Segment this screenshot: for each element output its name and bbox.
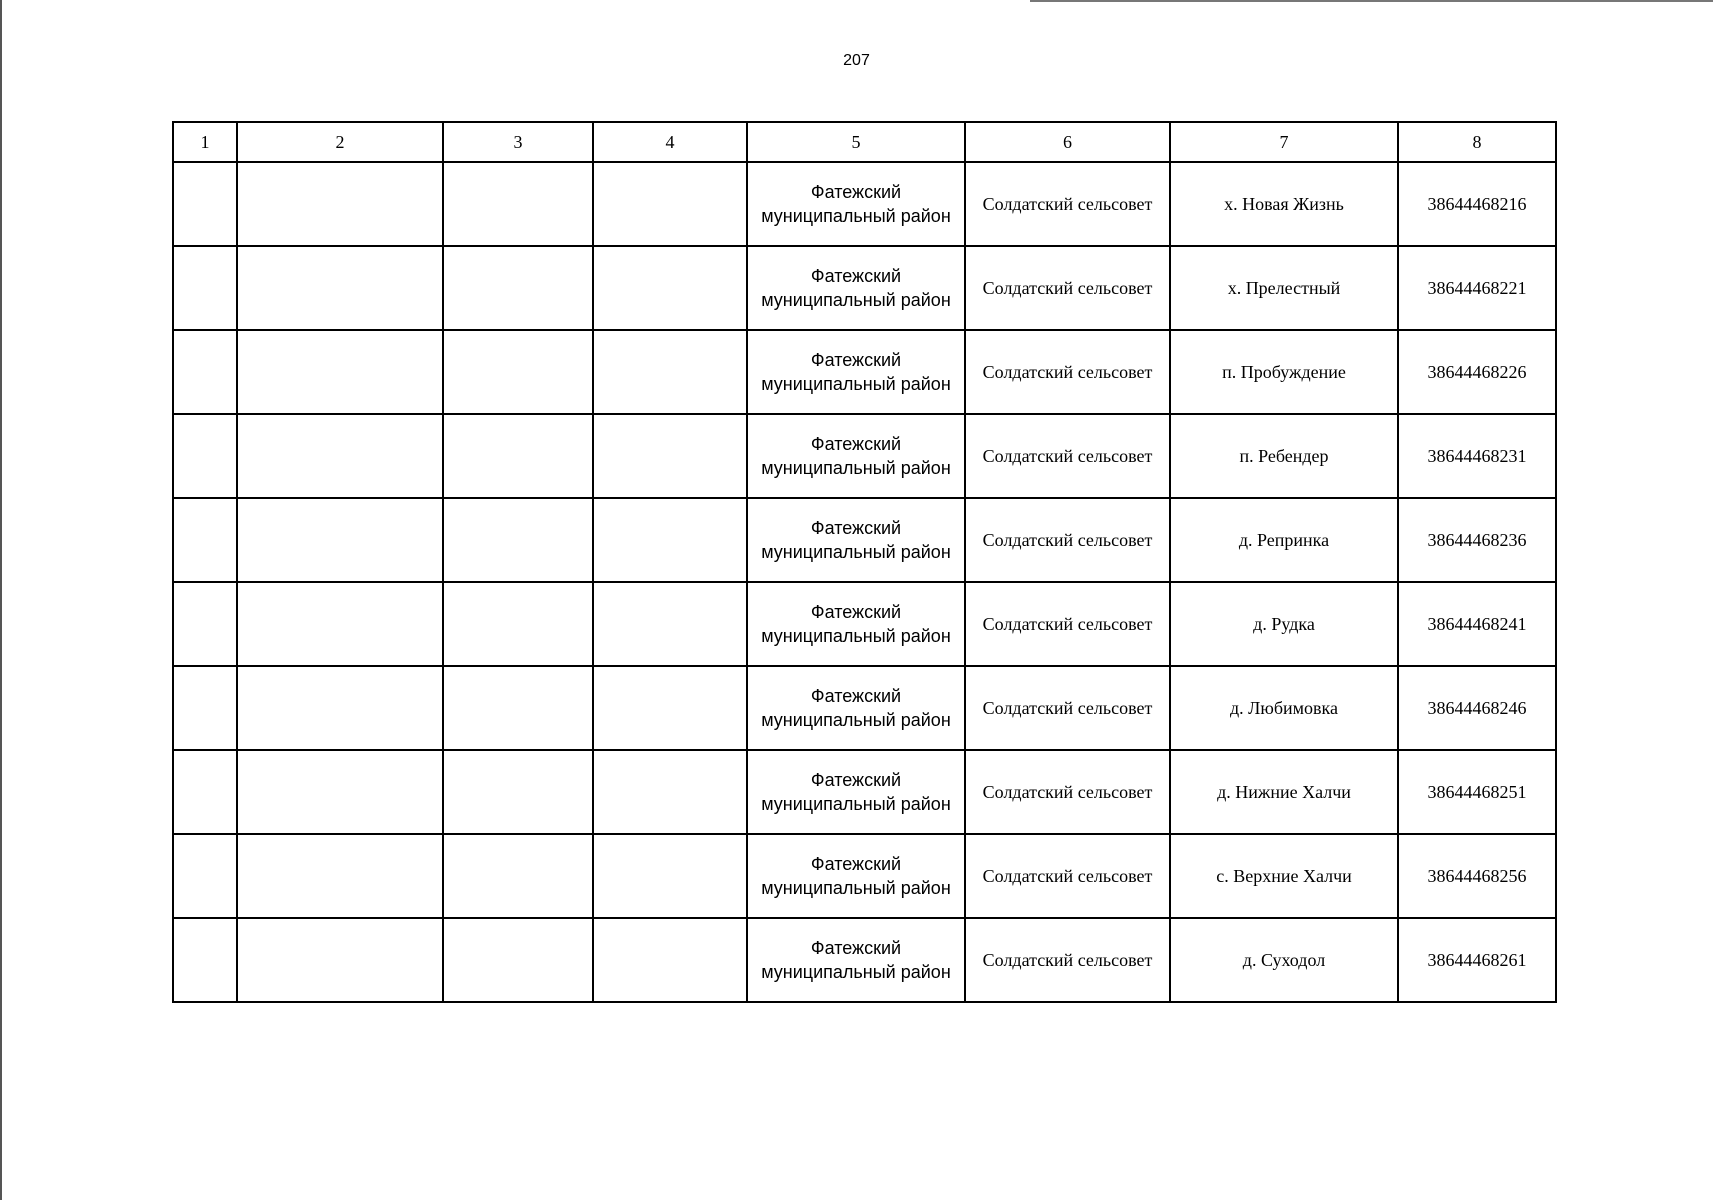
table-cell-c1: [173, 414, 237, 498]
district-type: муниципальный район: [761, 878, 951, 898]
table-cell-c4: [593, 162, 747, 246]
district-cell: [747, 582, 965, 666]
settlements-table: [172, 121, 1557, 1003]
table-row: [173, 750, 1556, 834]
district-type: муниципальный район: [761, 206, 951, 226]
table-cell-c1: [173, 750, 237, 834]
code-cell: 38644468221: [1398, 246, 1556, 330]
table-cell-c3: [443, 498, 593, 582]
district-cell: [747, 750, 965, 834]
table-cell-c4: [593, 582, 747, 666]
table-cell-c2: [237, 918, 443, 1002]
column-header: 3: [443, 122, 593, 162]
district-name: Фатежский: [810, 518, 902, 538]
council-cell: Солдатский сельсовет: [965, 246, 1170, 330]
table-cell-c3: [443, 918, 593, 1002]
column-header: 2: [237, 122, 443, 162]
table-cell-c2: [237, 582, 443, 666]
table-cell-c1: [173, 666, 237, 750]
district-type: муниципальный район: [761, 710, 951, 730]
code-cell: 38644468236: [1398, 498, 1556, 582]
settlement-cell: д. Репринка: [1170, 498, 1398, 582]
district-name: Фатежский: [810, 686, 902, 706]
district-name: Фатежский: [810, 266, 902, 286]
table-cell-c1: [173, 834, 237, 918]
code-cell: 38644468241: [1398, 582, 1556, 666]
table-cell-c2: [237, 162, 443, 246]
district-cell: [747, 162, 965, 246]
column-header: 5: [747, 122, 965, 162]
table-row: [173, 330, 1556, 414]
district-type: муниципальный район: [761, 290, 951, 310]
settlement-cell: х. Прелестный: [1170, 246, 1398, 330]
council-cell: Солдатский сельсовет: [965, 750, 1170, 834]
table-row: [173, 246, 1556, 330]
scan-edge-top: [1030, 0, 1713, 2]
council-cell: Солдатский сельсовет: [965, 498, 1170, 582]
table-row: [173, 918, 1556, 1002]
council-cell: Солдатский сельсовет: [965, 666, 1170, 750]
district-cell: [747, 666, 965, 750]
district-name: Фатежский: [810, 182, 902, 202]
table-row: [173, 666, 1556, 750]
table-row: [173, 414, 1556, 498]
district-cell: [747, 918, 965, 1002]
table-row: [173, 162, 1556, 246]
council-cell: Солдатский сельсовет: [965, 162, 1170, 246]
table-cell-c1: [173, 162, 237, 246]
scan-edge-left: [0, 0, 2, 1200]
table-cell-c4: [593, 918, 747, 1002]
table-cell-c3: [443, 162, 593, 246]
district-type: муниципальный район: [761, 374, 951, 394]
code-cell: 38644468261: [1398, 918, 1556, 1002]
settlement-cell: п. Пробуждение: [1170, 330, 1398, 414]
table-cell-c2: [237, 246, 443, 330]
table-cell-c4: [593, 414, 747, 498]
column-header: 7: [1170, 122, 1398, 162]
table-body: [173, 162, 1556, 1002]
table-cell-c3: [443, 666, 593, 750]
table-row: [173, 834, 1556, 918]
code-cell: 38644468231: [1398, 414, 1556, 498]
district-type: муниципальный район: [761, 794, 951, 814]
district-name: Фатежский: [810, 770, 902, 790]
table-row: [173, 498, 1556, 582]
table-cell-c3: [443, 750, 593, 834]
council-cell: Солдатский сельсовет: [965, 330, 1170, 414]
table-cell-c2: [237, 834, 443, 918]
district-name: Фатежский: [810, 434, 902, 454]
table-cell-c4: [593, 666, 747, 750]
district-cell: [747, 414, 965, 498]
table-cell-c3: [443, 834, 593, 918]
table-cell-c1: [173, 330, 237, 414]
code-cell: 38644468251: [1398, 750, 1556, 834]
district-name: Фатежский: [810, 854, 902, 874]
settlement-cell: х. Новая Жизнь: [1170, 162, 1398, 246]
district-cell: [747, 498, 965, 582]
table-row: [173, 582, 1556, 666]
table-cell-c2: [237, 666, 443, 750]
table-cell-c4: [593, 330, 747, 414]
code-cell: 38644468256: [1398, 834, 1556, 918]
table-cell-c3: [443, 582, 593, 666]
table-cell-c3: [443, 414, 593, 498]
column-header: 8: [1398, 122, 1556, 162]
district-type: муниципальный район: [761, 626, 951, 646]
table-cell-c3: [443, 246, 593, 330]
code-cell: 38644468226: [1398, 330, 1556, 414]
settlement-cell: д. Суходол: [1170, 918, 1398, 1002]
table-header-row: [173, 122, 1556, 162]
table-cell-c2: [237, 498, 443, 582]
district-name: Фатежский: [810, 602, 902, 622]
council-cell: Солдатский сельсовет: [965, 582, 1170, 666]
page-number: 207: [843, 52, 870, 69]
district-type: муниципальный район: [761, 962, 951, 982]
table-cell-c2: [237, 414, 443, 498]
column-header: 4: [593, 122, 747, 162]
table-cell-c1: [173, 498, 237, 582]
settlement-cell: п. Ребендер: [1170, 414, 1398, 498]
district-cell: [747, 834, 965, 918]
table-cell-c1: [173, 918, 237, 1002]
table-cell-c2: [237, 330, 443, 414]
district-cell: [747, 330, 965, 414]
column-header: 6: [965, 122, 1170, 162]
table-cell-c1: [173, 246, 237, 330]
table-cell-c2: [237, 750, 443, 834]
table-cell-c4: [593, 750, 747, 834]
district-name: Фатежский: [810, 938, 902, 958]
table-cell-c4: [593, 834, 747, 918]
settlement-cell: с. Верхние Халчи: [1170, 834, 1398, 918]
district-type: муниципальный район: [761, 458, 951, 478]
table-cell-c3: [443, 330, 593, 414]
table-cell-c1: [173, 582, 237, 666]
district-cell: [747, 246, 965, 330]
settlement-cell: д. Любимовка: [1170, 666, 1398, 750]
district-type: муниципальный район: [761, 542, 951, 562]
settlement-cell: д. Нижние Халчи: [1170, 750, 1398, 834]
column-header: 1: [173, 122, 237, 162]
council-cell: Солдатский сельсовет: [965, 414, 1170, 498]
settlement-cell: д. Рудка: [1170, 582, 1398, 666]
table-cell-c4: [593, 246, 747, 330]
council-cell: Солдатский сельсовет: [965, 834, 1170, 918]
council-cell: Солдатский сельсовет: [965, 918, 1170, 1002]
code-cell: 38644468216: [1398, 162, 1556, 246]
table-cell-c4: [593, 498, 747, 582]
district-name: Фатежский: [810, 350, 902, 370]
code-cell: 38644468246: [1398, 666, 1556, 750]
